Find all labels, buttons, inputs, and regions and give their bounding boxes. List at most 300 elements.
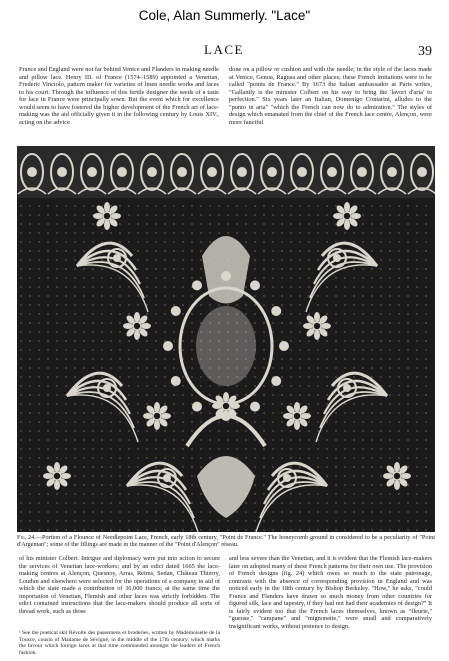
- lace-motif: [425, 250, 427, 252]
- lace-motif: [362, 223, 364, 225]
- lace-motif: [137, 268, 139, 270]
- lace-motif: [92, 439, 94, 441]
- lace-motif: [290, 430, 292, 432]
- lace-motif: [290, 448, 292, 450]
- lace-motif: [173, 367, 175, 369]
- lace-motif: [155, 367, 157, 369]
- lace-motif: [416, 421, 418, 423]
- lace-motif: [155, 313, 157, 315]
- lace-motif: [110, 439, 112, 441]
- lace-motif: [263, 475, 265, 477]
- lace-motif: [353, 412, 355, 414]
- lace-motif: [299, 511, 301, 513]
- lace-motif: [29, 277, 31, 279]
- lace-motif: [83, 214, 85, 216]
- lace-motif: [425, 232, 427, 234]
- lace-motif: [74, 358, 76, 360]
- lace-motif: [209, 511, 211, 513]
- lace-motif: [154, 402, 160, 412]
- lace-motif: [316, 395, 387, 442]
- lace-motif: [29, 232, 31, 234]
- lace-motif: [263, 268, 265, 270]
- lace-motif: [344, 313, 346, 315]
- lace-motif: [353, 358, 355, 360]
- lace-motif: [344, 457, 346, 459]
- lace-motif: [173, 340, 175, 342]
- lace-motif: [38, 385, 40, 387]
- lace-motif: [128, 358, 130, 360]
- lace-motif: [182, 313, 184, 315]
- lace-motif: [74, 520, 76, 522]
- lace-motif: [146, 439, 148, 441]
- lace-motif: [344, 493, 346, 495]
- lace-motif: [209, 457, 211, 459]
- lace-motif: [192, 280, 202, 290]
- lace-motif: [271, 306, 281, 316]
- lace-motif: [92, 223, 94, 225]
- lace-motif: [74, 322, 76, 324]
- lace-motif: [92, 322, 94, 324]
- lace-motif: [227, 520, 229, 522]
- lace-motif: [380, 232, 382, 234]
- banner-title: Cole, Alan Summerly. "Lace": [138, 8, 311, 23]
- lace-motif: [110, 520, 112, 522]
- lace-motif: [344, 358, 346, 360]
- lace-motif: [263, 340, 265, 342]
- lace-motif: [137, 349, 139, 351]
- lace-motif: [398, 340, 400, 342]
- lace-motif: [344, 466, 346, 468]
- lace-motif: [65, 457, 67, 459]
- lace-motif: [74, 466, 76, 468]
- lace-motif: [389, 349, 391, 351]
- lace-motif: [371, 340, 373, 342]
- lace-motif: [191, 376, 193, 378]
- lace-motif: [416, 394, 418, 396]
- lace-motif: [119, 322, 121, 324]
- lace-motif: [154, 420, 160, 430]
- lace-motif: [380, 421, 382, 423]
- lace-motif: [416, 304, 418, 306]
- lace-motif: [281, 277, 283, 279]
- lace-motif: [119, 340, 121, 342]
- lace-motif: [74, 430, 76, 432]
- lace-motif: [134, 330, 140, 340]
- lace-motif: [47, 250, 49, 252]
- lace-motif: [272, 457, 274, 459]
- lace-motif: [398, 250, 400, 252]
- lace-motif: [326, 466, 328, 468]
- lace-motif: [290, 502, 292, 504]
- lace-motif: [263, 367, 265, 369]
- lace-motif: [317, 376, 319, 378]
- lace-motif: [164, 358, 166, 360]
- lace-motif: [83, 277, 85, 279]
- lace-motif: [38, 250, 40, 252]
- lace-motif: [237, 167, 247, 177]
- lace-motif: [290, 223, 292, 225]
- lace-motif: [101, 457, 103, 459]
- lace-motif: [254, 457, 256, 459]
- lace-motif: [371, 214, 373, 216]
- lace-motif: [389, 394, 391, 396]
- lace-motif: [362, 403, 364, 405]
- lace-motif: [344, 484, 346, 486]
- lace-motif: [236, 214, 238, 216]
- lace-motif: [207, 167, 217, 177]
- lace-motif: [362, 331, 364, 333]
- lace-motif: [227, 439, 229, 441]
- lace-motif: [47, 358, 49, 360]
- lace-motif: [38, 340, 40, 342]
- lace-motif: [74, 286, 76, 288]
- lace-motif: [254, 322, 256, 324]
- lace-motif: [245, 214, 247, 216]
- lace-motif: [209, 304, 211, 306]
- lace-motif: [65, 340, 67, 342]
- lace-motif: [56, 421, 58, 423]
- lace-motif: [416, 475, 418, 477]
- paragraph: done on a pillow or cushion and with the needle; in the style of the laces made at Venice, Genoa, Ragusa and other places; these French imitations were to be called "points de France." By 1673 the Italian ambassador at Paris writes, "Gallantly is the minister Colbert on his way to bring the 'lavori d'aria' to perfection." Six years later an Italian, Domenigo Contarini, alludes to the "punto in aria" "which the French can now do to admiration." The styles of design which emanated from the chief of the French lace centre, Alençon, were more fanciful: [229, 66, 432, 126]
- lace-motif: [290, 232, 292, 234]
- lace-motif: [200, 259, 202, 261]
- lace-motif: [74, 232, 76, 234]
- lace-motif: [371, 313, 373, 315]
- lace-motif: [236, 304, 238, 306]
- lace-motif: [308, 367, 310, 369]
- lace-motif: [155, 457, 157, 459]
- lace-motif: [128, 214, 130, 216]
- lace-motif: [128, 232, 130, 234]
- lace-motif: [371, 268, 373, 270]
- lace-motif: [218, 529, 220, 531]
- lace-motif: [380, 205, 382, 207]
- lace-motif: [101, 493, 103, 495]
- lace-motif: [272, 268, 274, 270]
- lace-motif: [20, 394, 22, 396]
- lace-motif: [173, 322, 175, 324]
- lace-motif: [299, 529, 301, 531]
- lace-motif: [308, 520, 310, 522]
- lace-motif: [272, 520, 274, 522]
- lace-motif: [290, 358, 292, 360]
- lace-motif: [371, 421, 373, 423]
- lace-motif: [200, 304, 202, 306]
- lace-motif: [182, 304, 184, 306]
- lace-motif: [371, 250, 373, 252]
- lace-motif: [101, 412, 103, 414]
- lace-motif: [92, 412, 94, 414]
- lace-motif: [272, 421, 274, 423]
- lace-motif: [200, 313, 202, 315]
- lace-motif: [38, 214, 40, 216]
- lace-motif: [425, 295, 427, 297]
- lace-motif: [371, 520, 373, 522]
- lace-motif: [398, 511, 400, 513]
- lace-motif: [110, 502, 112, 504]
- lace-motif: [83, 529, 85, 531]
- lace-motif: [110, 430, 112, 432]
- lace-motif: [272, 448, 274, 450]
- lace-motif: [65, 367, 67, 369]
- lace-motif: [191, 277, 193, 279]
- column-top-left: [19, 66, 219, 142]
- lace-motif: [56, 286, 58, 288]
- lace-motif: [200, 376, 202, 378]
- lace-motif: [398, 412, 400, 414]
- lace-motif: [317, 358, 319, 360]
- lace-motif: [416, 268, 418, 270]
- lace-motif: [171, 376, 181, 386]
- lace-motif: [380, 430, 382, 432]
- lace-motif: [416, 403, 418, 405]
- lace-motif: [353, 340, 355, 342]
- lace-motif: [93, 213, 103, 219]
- lace-motif: [299, 259, 301, 261]
- lace-motif: [173, 448, 175, 450]
- lace-motif: [146, 277, 148, 279]
- lace-motif: [308, 403, 310, 405]
- lace-motif: [200, 511, 202, 513]
- lace-motif: [407, 385, 409, 387]
- lace-motif: [335, 241, 337, 243]
- lace-motif: [110, 529, 112, 531]
- lace-motif: [119, 412, 121, 414]
- lace-motif: [38, 295, 40, 297]
- lace-motif: [92, 349, 94, 351]
- lace-motif: [380, 520, 382, 522]
- lace-motif: [387, 167, 397, 177]
- lace-motif: [416, 430, 418, 432]
- lace-motif: [245, 412, 247, 414]
- lace-motif: [353, 466, 355, 468]
- lace-motif: [92, 295, 94, 297]
- lace-motif: [326, 232, 328, 234]
- lace-motif: [281, 511, 283, 513]
- lace-motif: [200, 502, 202, 504]
- lace-motif: [74, 223, 76, 225]
- lace-motif: [299, 358, 301, 360]
- lace-motif: [290, 331, 292, 333]
- lace-motif: [137, 403, 139, 405]
- lace-motif: [29, 439, 31, 441]
- lace-motif: [299, 214, 301, 216]
- lace-motif: [389, 322, 391, 324]
- lace-motif: [236, 511, 238, 513]
- lace-motif: [134, 312, 140, 322]
- lace-motif: [110, 304, 112, 306]
- lace-motif: [326, 205, 328, 207]
- lace-motif: [47, 295, 49, 297]
- lace-motif: [281, 448, 283, 450]
- lace-motif: [254, 259, 256, 261]
- lace-motif: [29, 511, 31, 513]
- lace-motif: [56, 367, 58, 369]
- lace-motif: [308, 430, 310, 432]
- lace-motif: [353, 403, 355, 405]
- lace-motif: [128, 241, 130, 243]
- lace-motif: [47, 340, 49, 342]
- lace-motif: [425, 502, 427, 504]
- lace-motif: [38, 421, 40, 423]
- lace-motif: [227, 448, 229, 450]
- lace-motif: [344, 502, 346, 504]
- lace-motif: [416, 439, 418, 441]
- lace-motif: [380, 259, 382, 261]
- lace-motif: [38, 448, 40, 450]
- lace-motif: [56, 403, 58, 405]
- lace-motif: [191, 232, 193, 234]
- lace-motif: [47, 403, 49, 405]
- lace-motif: [200, 277, 202, 279]
- lace-motif: [110, 313, 112, 315]
- lace-motif: [65, 529, 67, 531]
- lace-motif: [83, 322, 85, 324]
- lace-motif: [56, 349, 58, 351]
- lace-motif: [83, 250, 85, 252]
- lace-motif: [101, 520, 103, 522]
- lace-motif: [290, 367, 292, 369]
- lace-motif: [303, 323, 313, 329]
- lace-motif: [263, 223, 265, 225]
- lace-motif: [380, 448, 382, 450]
- lace-motif: [29, 475, 31, 477]
- lace-motif: [119, 448, 121, 450]
- lace-motif: [110, 466, 112, 468]
- lace-motif: [182, 421, 184, 423]
- lace-motif: [74, 502, 76, 504]
- lace-motif: [398, 205, 400, 207]
- lace-motif: [290, 340, 292, 342]
- lace-motif: [29, 358, 31, 360]
- lace-motif: [173, 457, 175, 459]
- lace-motif: [299, 313, 301, 315]
- lace-motif: [92, 520, 94, 522]
- lace-motif: [272, 322, 274, 324]
- lace-motif: [29, 349, 31, 351]
- lace-motif: [425, 349, 427, 351]
- lace-motif: [317, 385, 319, 387]
- lace-motif: [299, 295, 301, 297]
- lace-motif: [117, 167, 127, 177]
- lace-motif: [407, 205, 409, 207]
- lace-motif: [353, 439, 355, 441]
- lace-motif: [209, 529, 211, 531]
- lace-motif: [137, 376, 139, 378]
- lace-motif: [416, 286, 418, 288]
- lace-motif: [155, 205, 157, 207]
- lace-motif: [353, 430, 355, 432]
- lace-motif: [101, 331, 103, 333]
- lace-motif: [74, 421, 76, 423]
- lace-motif: [353, 511, 355, 513]
- lace-motif: [290, 376, 292, 378]
- lace-motif: [335, 412, 337, 414]
- lace-motif: [191, 322, 193, 324]
- lace-motif: [236, 385, 238, 387]
- lace-motif: [92, 502, 94, 504]
- lace-motif: [254, 376, 256, 378]
- lace-motif: [128, 367, 130, 369]
- lace-motif: [254, 385, 256, 387]
- lace-motif: [326, 493, 328, 495]
- lace-motif: [20, 457, 22, 459]
- lace-motif: [254, 511, 256, 513]
- lace-motif: [104, 220, 110, 230]
- lace-motif: [407, 412, 409, 414]
- lace-motif: [67, 395, 138, 442]
- lace-motif: [155, 340, 157, 342]
- lace-motif: [182, 466, 184, 468]
- lace-motif: [155, 322, 157, 324]
- lace-motif: [245, 223, 247, 225]
- lace-motif: [317, 520, 319, 522]
- lace-motif: [389, 493, 391, 495]
- lace-motif: [182, 259, 184, 261]
- lace-motif: [299, 268, 301, 270]
- lace-motif: [74, 241, 76, 243]
- lace-motif: [191, 250, 193, 252]
- lace-motif: [191, 340, 193, 342]
- lace-motif: [371, 232, 373, 234]
- lace-motif: [155, 286, 157, 288]
- lace-motif: [173, 304, 175, 306]
- lace-motif: [308, 259, 310, 261]
- lace-motif: [110, 340, 112, 342]
- lace-motif: [353, 376, 355, 378]
- lace-motif: [317, 304, 319, 306]
- lace-motif: [371, 403, 373, 405]
- lace-motif: [182, 268, 184, 270]
- lace-motif: [263, 304, 265, 306]
- lace-motif: [128, 304, 130, 306]
- lace-motif: [155, 439, 157, 441]
- lace-motif: [371, 484, 373, 486]
- figure-caption: [17, 534, 435, 554]
- lace-motif: [223, 392, 229, 402]
- lace-motif: [110, 412, 112, 414]
- lace-motif: [191, 313, 193, 315]
- lace-motif: [101, 367, 103, 369]
- lace-motif: [191, 223, 193, 225]
- lace-motif: [128, 394, 130, 396]
- lace-motif: [326, 430, 328, 432]
- lace-motif: [92, 331, 94, 333]
- lace-motif: [425, 385, 427, 387]
- lace-motif: [245, 502, 247, 504]
- lace-motif: [146, 286, 148, 288]
- lace-motif: [29, 304, 31, 306]
- lace-motif: [83, 286, 85, 288]
- lace-motif: [389, 367, 391, 369]
- lace-motif: [321, 323, 331, 329]
- lace-motif: [236, 394, 238, 396]
- lace-motif: [54, 480, 60, 490]
- lace-motif: [299, 232, 301, 234]
- lace-motif: [155, 331, 157, 333]
- lace-motif: [398, 421, 400, 423]
- lace-motif: [92, 268, 94, 270]
- lace-motif: [83, 340, 85, 342]
- lace-motif: [416, 484, 418, 486]
- lace-motif: [74, 313, 76, 315]
- lace-motif: [344, 403, 346, 405]
- lace-motif: [92, 475, 94, 477]
- lace-motif: [83, 223, 85, 225]
- lace-motif: [200, 448, 202, 450]
- lace-motif: [164, 268, 166, 270]
- lace-motif: [56, 439, 58, 441]
